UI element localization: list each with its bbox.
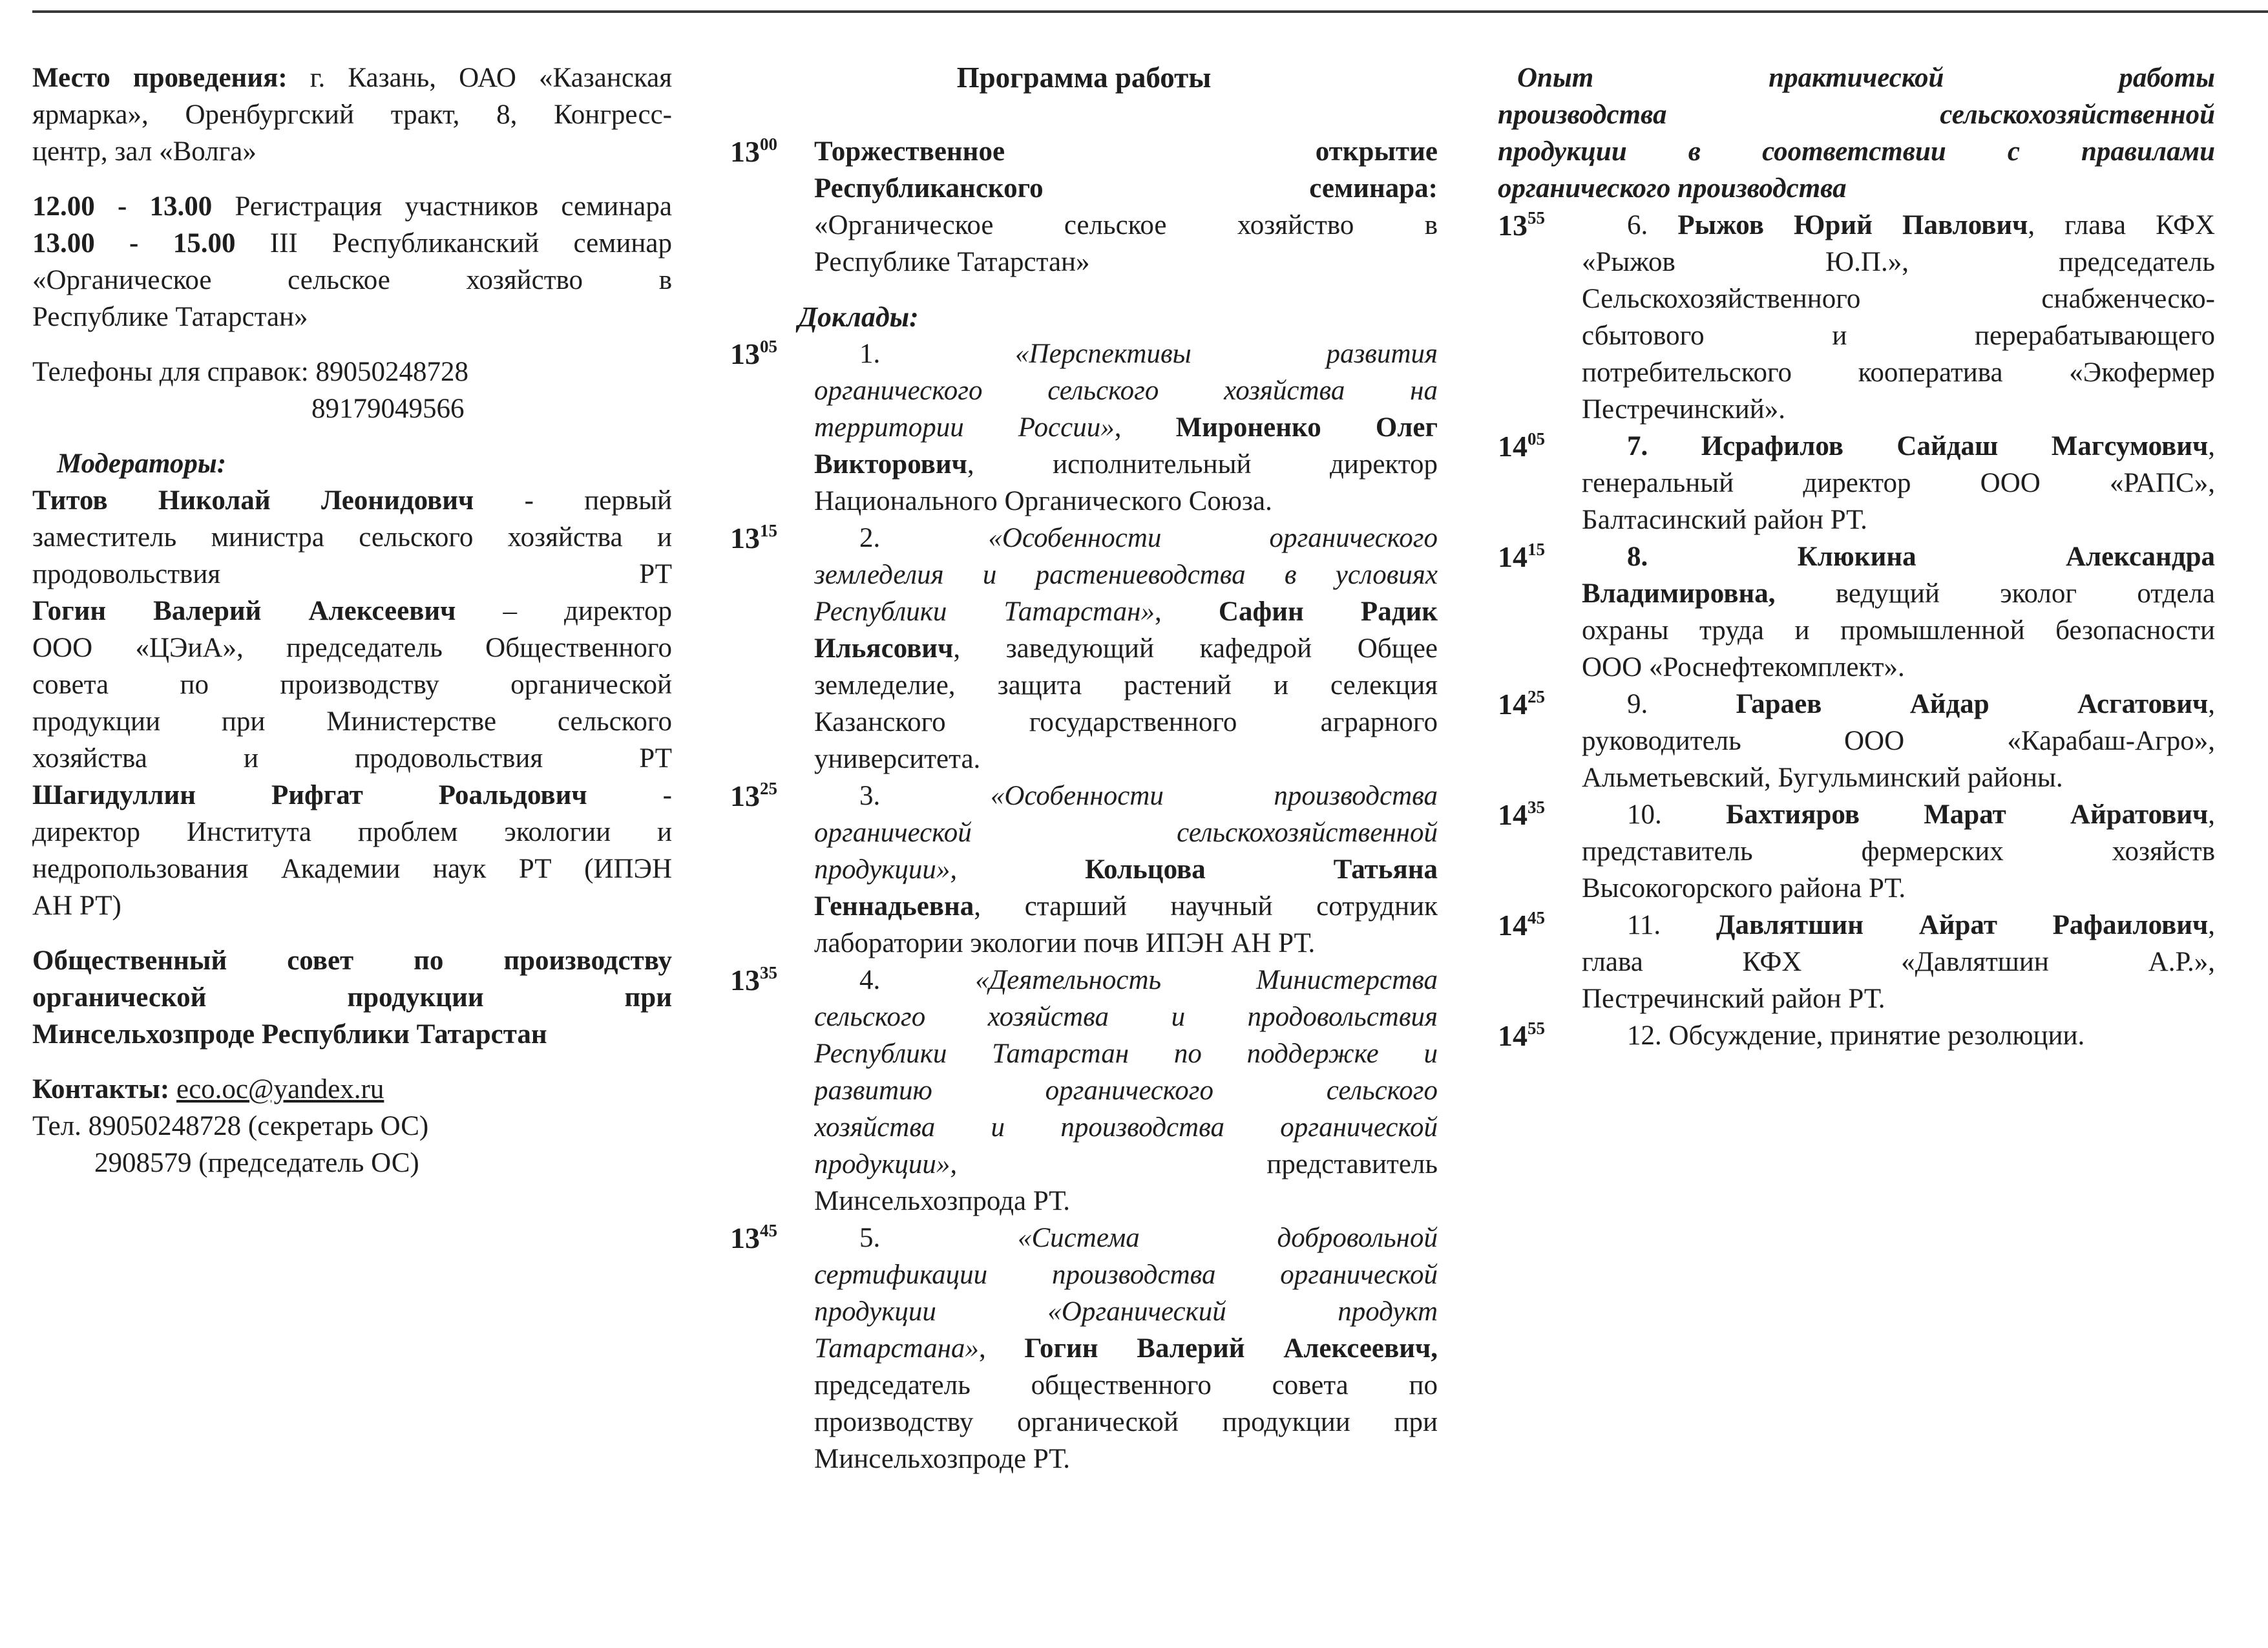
time-hour: 13 — [730, 522, 760, 555]
item-line — [1582, 207, 2215, 244]
moderator-line — [32, 814, 672, 850]
text-run: , — [1154, 597, 1219, 627]
time-minutes: 05 — [760, 337, 777, 356]
item-line — [1582, 1017, 2215, 1054]
report-item — [730, 520, 1438, 777]
text-run: 1. — [859, 339, 1016, 369]
text-run: 9. — [1627, 689, 1736, 719]
time-minutes: 45 — [760, 1221, 777, 1240]
text-run: 8. — [1627, 542, 1798, 572]
text-run: продовольствия РТ — [32, 559, 672, 589]
text-run: продукции», — [814, 1149, 958, 1179]
item-line — [814, 1109, 1438, 1146]
program-title: Программа работы — [956, 61, 1212, 94]
time-label — [730, 962, 777, 998]
time-hour: 13 — [730, 779, 760, 812]
item-line — [814, 207, 1438, 244]
time-hour: 13 — [730, 964, 760, 997]
text-run: Мироненко Олег — [1175, 412, 1438, 443]
item-line — [814, 1220, 1438, 1256]
opening-item — [730, 133, 1438, 280]
council-line: Минсельхозпроде Республики Татарстан — [32, 1019, 547, 1050]
text-run: , — [2208, 689, 2215, 719]
item-line — [814, 1367, 1438, 1404]
text-run: Торжественное открытие — [814, 136, 1438, 167]
moderator-line — [32, 556, 672, 593]
text-run: Титов Николай Леонидович — [32, 485, 474, 516]
text-run: Гогин Валерий Алексеевич — [32, 596, 456, 626]
phones-line: Телефоны для справок: 89050248728 — [32, 357, 468, 387]
time-hour: 13 — [730, 1221, 760, 1254]
text-run: директор Института проблем экологии и — [32, 817, 672, 847]
time-label — [1498, 1017, 1545, 1054]
moderators-list — [32, 482, 672, 924]
text-run: Кольцова Татьяна — [1084, 854, 1438, 885]
moderator-line — [32, 703, 672, 740]
item-line — [814, 1441, 1438, 1477]
text-run: лаборатории экологии почв ИПЭН АН РТ. — [814, 928, 1316, 958]
time-hour: 14 — [1498, 798, 1528, 831]
text-run: представитель фермерских хозяйств — [1582, 836, 2215, 867]
text-run: «Особенности производства — [990, 781, 1438, 811]
text-run: территории России» — [814, 412, 1115, 443]
time-minutes: 25 — [1528, 687, 1545, 706]
text-run: Пестречинский». — [1582, 394, 1786, 425]
council-name — [32, 942, 672, 1053]
time-label — [730, 520, 777, 556]
item-line — [1582, 944, 2215, 980]
text-run: недропользования Академии наук РТ (ИПЭН — [32, 854, 672, 884]
item-line — [1582, 502, 2215, 538]
report-item — [1498, 207, 2215, 428]
text-run: Бахтияров Марат Айратович — [1725, 799, 2209, 830]
text-run: 5. — [859, 1223, 1018, 1253]
item-line — [1582, 244, 2215, 280]
text-run: Место проведения: — [32, 63, 288, 93]
moderators-title: Модераторы: — [57, 449, 227, 479]
text-run: Гогин Валерий Алексеевич, — [1024, 1333, 1438, 1364]
reports-list — [730, 335, 1438, 1477]
item-line — [814, 1183, 1438, 1220]
report-item — [1498, 796, 2215, 907]
text-run: органического сельского хозяйства на — [814, 375, 1438, 406]
item-line — [1582, 686, 2215, 723]
text-run: «Рыжов Ю.П.», председатель — [1582, 247, 2215, 277]
moderator-line — [32, 850, 672, 887]
item-line — [814, 1035, 1438, 1072]
text-run: развитию органического сельского — [814, 1075, 1438, 1106]
item-line — [1582, 538, 2215, 575]
text-run: Ильясович — [814, 633, 954, 664]
text-run: ярмарка», Оренбургский тракт, 8, Конгресс- — [32, 100, 672, 130]
time-label — [730, 335, 777, 372]
item-line — [1582, 465, 2215, 502]
text-run: Республиканского семинара: — [814, 173, 1438, 204]
text-run: глава КФХ «Давлятшин А.Р.», — [1582, 947, 2215, 977]
text-run: представитель — [957, 1149, 1438, 1179]
text-run: председатель общественного совета по — [814, 1370, 1438, 1400]
schedule-line — [32, 262, 672, 299]
phones-line-second: 89179049566 — [311, 394, 465, 424]
text-run: Республике Татарстан» — [814, 247, 1090, 277]
text-run: Казанского государственного аграрного — [814, 707, 1438, 737]
text-run: , — [1114, 412, 1176, 443]
item-line — [1582, 280, 2215, 317]
moderator-line — [32, 777, 672, 814]
report-item — [1498, 428, 2215, 538]
report-item — [730, 335, 1438, 520]
item-line — [814, 244, 1438, 280]
item-line — [1582, 907, 2215, 944]
text-run: ООО «ЦЭиА», председатель Общественного — [32, 633, 672, 663]
time-minutes: 35 — [1528, 798, 1545, 817]
time-label — [1498, 538, 1545, 575]
text-run: 12.00 - 13.00 — [32, 191, 213, 222]
schedule-line — [32, 225, 672, 262]
text-run: , заведующий кафедрой Общее — [953, 633, 1438, 664]
item-line — [814, 998, 1438, 1035]
text-run: Высокогорского района РТ. — [1582, 873, 1906, 903]
item-line — [1582, 391, 2215, 428]
text-run: «Система добровольной — [1018, 1223, 1438, 1253]
experience-title-line: органического производства — [1498, 173, 1847, 204]
item-line — [814, 1146, 1438, 1183]
contacts-label: Контакты: — [32, 1074, 170, 1104]
item-line — [814, 1330, 1438, 1367]
text-run: продукции «Органический продукт — [814, 1296, 1438, 1327]
item-line — [1582, 612, 2215, 649]
text-run: Рыжов Юрий Павлович — [1677, 210, 2028, 240]
item-line — [814, 630, 1438, 667]
text-run: охраны труда и промышленной безопасности — [1582, 615, 2215, 646]
time-hour: 14 — [1498, 909, 1528, 942]
text-run: 4. — [859, 965, 976, 995]
item-line — [814, 520, 1438, 556]
text-run: , исполнительный директор — [967, 449, 1438, 480]
moderator-line — [32, 629, 672, 666]
text-run: АН РТ) — [32, 891, 121, 921]
item-line — [814, 741, 1438, 777]
text-run: Давлятшин Айрат Рафаилович — [1716, 910, 2209, 940]
text-run: г. Казань, ОАО «Казанская — [287, 63, 672, 93]
text-run: хозяйства и продовольствия РТ — [32, 743, 672, 774]
item-line — [814, 851, 1438, 888]
contacts-phone-chair: 2908579 (председатель ОС) — [94, 1148, 419, 1178]
schedule-line — [32, 188, 672, 225]
item-line — [814, 1293, 1438, 1330]
text-run: 11. — [1627, 910, 1716, 940]
moderator-line — [32, 666, 672, 703]
text-run: «Перспективы развития — [1015, 339, 1438, 369]
text-run: Минсельхозпрода РТ. — [814, 1186, 1071, 1216]
item-line — [1582, 980, 2215, 1017]
text-run: Республики Татарстан» — [814, 597, 1155, 627]
contacts-email-link[interactable]: eco.oc@yandex.ru — [176, 1074, 384, 1104]
text-run: , — [978, 1333, 1025, 1364]
item-line — [1582, 575, 2215, 612]
time-minutes: 15 — [1528, 540, 1545, 559]
text-run: 12. Обсуждение, принятие резолюции. — [1627, 1020, 2085, 1051]
item-line — [1582, 833, 2215, 870]
text-run: 10. — [1627, 799, 1726, 830]
text-run: Национального Органического Союза. — [814, 486, 1272, 516]
text-run: Сафин Радик — [1218, 597, 1438, 627]
text-run: «Особенности органического — [988, 523, 1438, 553]
time-label — [730, 1220, 777, 1256]
text-run: Сельскохозяйственного снабженческо- — [1582, 284, 2215, 314]
text-run: сельского хозяйства и продовольствия — [814, 1002, 1438, 1032]
moderator-line — [32, 482, 672, 519]
experience-title-line: производства сельскохозяйственной — [1498, 100, 2215, 130]
text-run: потребительского кооператива «Экофермер — [1582, 357, 2215, 388]
item-line — [1582, 354, 2215, 391]
schedule-block — [32, 188, 672, 335]
text-run: Альметьевский, Бугульминский районы. — [1582, 763, 2063, 793]
venue-line — [32, 96, 672, 133]
experience-title-line: продукции в соответствии с правилами — [1498, 136, 2215, 167]
text-run: , глава КФХ — [2028, 210, 2215, 240]
item-line — [814, 335, 1438, 372]
report-item — [1498, 1017, 2215, 1054]
item-line — [814, 593, 1438, 630]
time-label — [1498, 907, 1545, 944]
text-run: - первый — [474, 485, 672, 516]
text-run: «Деятельность Министерства — [975, 965, 1438, 995]
report-item — [730, 777, 1438, 962]
venue-block — [32, 59, 672, 170]
venue-line — [32, 133, 672, 170]
text-run: хозяйства и производства органической — [814, 1112, 1438, 1143]
item-line — [814, 1404, 1438, 1441]
item-line — [814, 704, 1438, 741]
time-label — [1498, 796, 1545, 833]
contacts-line — [32, 1071, 672, 1108]
text-run: земледелие, защита растений и селекция — [814, 670, 1438, 701]
text-run: совета по производству органической — [32, 670, 672, 700]
time-label — [730, 777, 777, 814]
text-run: сбытового и перерабатывающего — [1582, 321, 2215, 351]
venue-line — [32, 59, 672, 96]
text-run: продукции», — [814, 854, 958, 885]
text-run: продукции при Министерстве сельского — [32, 706, 672, 737]
text-run: 7. — [1627, 431, 1701, 461]
report-item — [1498, 907, 2215, 1017]
schedule-line — [32, 299, 672, 335]
item-line — [814, 483, 1438, 520]
text-run: земледелия и растениеводства в условиях — [814, 560, 1438, 590]
text-run: Викторович — [814, 449, 967, 480]
moderator-line — [32, 519, 672, 556]
moderator-line — [32, 887, 672, 924]
text-run: - — [587, 780, 672, 810]
text-run: университета. — [814, 744, 981, 774]
time-minutes: 25 — [760, 779, 777, 798]
item-line — [814, 446, 1438, 483]
program-column — [730, 59, 1438, 1477]
text-run: Республики Татарстан по поддержке и — [814, 1039, 1438, 1069]
time-label — [1498, 428, 1545, 465]
text-run: , старший научный сотрудник — [974, 891, 1438, 922]
time-label — [1498, 686, 1545, 723]
item-line — [1582, 759, 2215, 796]
text-run: Балтасинский район РТ. — [1582, 505, 1867, 535]
text-run: «Органическое сельское хозяйство в — [32, 265, 672, 295]
time-minutes: 55 — [1528, 208, 1545, 227]
item-line — [814, 667, 1438, 704]
text-run: 13.00 - 15.00 — [32, 228, 236, 259]
time-hour: 14 — [1498, 540, 1528, 573]
text-run: «Органическое сельское хозяйство в — [814, 210, 1438, 240]
text-run: 3. — [859, 781, 991, 811]
text-run: Минсельхозпроде РТ. — [814, 1444, 1071, 1474]
item-line — [814, 556, 1438, 593]
time-hour: 13 — [730, 337, 760, 370]
time-minutes: 15 — [760, 521, 777, 540]
item-line — [814, 814, 1438, 851]
contacts-phone-secretary: Тел. 89050248728 (секретарь ОС) — [32, 1111, 429, 1141]
text-run: сертификации производства органической — [814, 1260, 1438, 1290]
text-run: генеральный директор ООО «РАПС», — [1582, 468, 2215, 498]
item-line — [814, 888, 1438, 925]
text-run: Регистрация участников семинара — [212, 191, 672, 222]
time-minutes: 45 — [1528, 908, 1545, 927]
council-line: органической продукции при — [32, 982, 672, 1013]
text-run: Геннадьевна — [814, 891, 974, 922]
experience-title — [1498, 59, 2215, 207]
text-run: ООО «Роснефтекомплект». — [1582, 652, 1905, 682]
moderator-line — [32, 740, 672, 777]
top-border-line — [32, 10, 2268, 13]
item-line — [1582, 796, 2215, 833]
text-run: Исрафилов Сайдаш Магсумович — [1701, 431, 2209, 461]
experience-column — [1498, 59, 2215, 1054]
text-run: , — [2208, 799, 2215, 830]
item-line — [814, 170, 1438, 207]
item-line — [814, 1072, 1438, 1109]
time-hour: 13 — [730, 135, 760, 168]
item-line — [1582, 317, 2215, 354]
text-run: Шагидуллин Рифгат Роальдович — [32, 780, 587, 810]
item-line — [814, 925, 1438, 962]
text-run: Татарстана» — [814, 1333, 979, 1364]
time-minutes: 00 — [760, 134, 777, 154]
text-run: Клюкина Александра — [1797, 542, 2215, 572]
item-line — [814, 372, 1438, 409]
text-run: 2. — [859, 523, 989, 553]
item-line — [814, 1256, 1438, 1293]
time-hour: 13 — [1498, 209, 1528, 242]
time-hour: 14 — [1498, 1019, 1528, 1052]
text-run: центр, зал «Волга» — [32, 136, 257, 167]
time-hour: 14 — [1498, 430, 1528, 463]
council-line: Общественный совет по производству — [32, 945, 672, 976]
text-run: III Республиканский семинар — [235, 228, 672, 259]
experience-reports-list — [1498, 207, 2215, 1054]
text-run: – директор — [456, 596, 672, 626]
report-item — [730, 1220, 1438, 1477]
item-line — [814, 962, 1438, 998]
text-run: Владимировна, — [1582, 578, 1776, 609]
item-line — [814, 777, 1438, 814]
reports-title: Доклады: — [798, 301, 919, 333]
text-run — [957, 854, 1085, 885]
time-minutes: 05 — [1528, 429, 1545, 449]
time-label — [1498, 207, 1545, 244]
text-run: , — [2208, 431, 2215, 461]
text-run: руководитель ООО «Карабаш-Агро», — [1582, 726, 2215, 756]
experience-title-line: Опыт практической работы — [1517, 63, 2215, 93]
program-item — [730, 133, 1438, 280]
item-line — [1582, 723, 2215, 759]
text-run: заместитель министра сельского хозяйства и — [32, 522, 672, 553]
text-run: , — [2208, 910, 2215, 940]
time-label — [730, 133, 777, 170]
report-item — [1498, 538, 2215, 686]
text-run: ведущий эколог отдела — [1775, 578, 2215, 609]
report-item — [730, 962, 1438, 1220]
text-run: 6. — [1627, 210, 1678, 240]
item-line — [1582, 428, 2215, 465]
moderator-line — [32, 593, 672, 629]
time-minutes: 35 — [760, 963, 777, 982]
text-run: Гараев Айдар Асгатович — [1736, 689, 2209, 719]
text-run: Республике Татарстан» — [32, 302, 308, 332]
item-line — [814, 409, 1438, 446]
item-line — [1582, 870, 2215, 907]
text-run: производству органической продукции при — [814, 1407, 1438, 1437]
text-run: Пестречинский район РТ. — [1582, 984, 1885, 1014]
time-minutes: 55 — [1528, 1019, 1545, 1038]
report-item — [1498, 686, 2215, 796]
time-hour: 14 — [1498, 688, 1528, 721]
item-line — [1582, 649, 2215, 686]
info-column — [32, 59, 672, 1181]
text-run: органической сельскохозяйственной — [814, 818, 1438, 848]
item-line — [814, 133, 1438, 170]
